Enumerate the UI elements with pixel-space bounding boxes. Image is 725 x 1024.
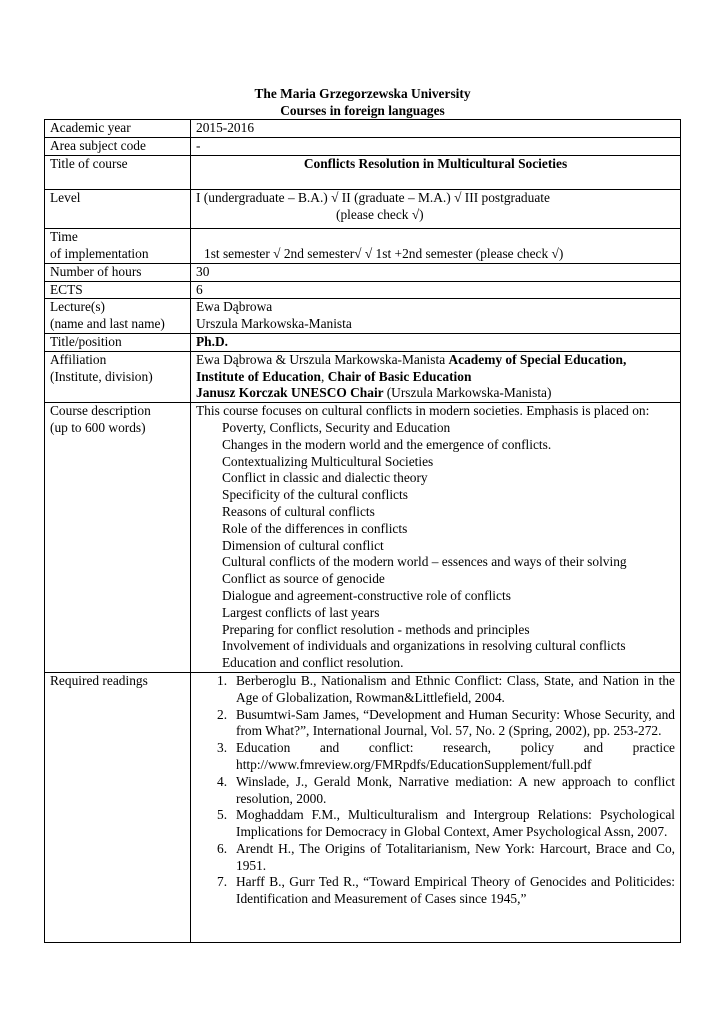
description-topic: Changes in the modern world and the emergence of conflicts. (222, 436, 552, 452)
description-topic: Involvement of individuals and organizations in resolving cultural conflicts (222, 638, 626, 654)
value-academic-year: 2015-2016 (191, 120, 681, 138)
reading-text: Berberoglu B., Nationalism and Ethnic Conflict: Class, State, and Nation in the Age of Globalization, Rowman&Littlefield, 2004. (236, 672, 675, 705)
label-time-line1: Time (50, 228, 78, 244)
label-title-position: Title/position (45, 333, 191, 351)
row-academic-year (45, 120, 681, 138)
reading-number: 4. (217, 773, 228, 789)
description-topic: Conflict as source of genocide (222, 571, 385, 587)
affiliation-chair: Chair of Basic Education (327, 368, 472, 384)
description-topic: Contextualizing Multicultural Societies (222, 453, 434, 469)
reading-item (217, 740, 675, 774)
value-affiliation (191, 351, 681, 402)
description-topic: Dialogue and agreement-constructive role of conflicts (222, 587, 511, 603)
reading-text: Winslade, J., Gerald Monk, Narrative mediation: A new approach to conflict resolution, 2000. (236, 773, 675, 806)
label-course-description-line2: (up to 600 words) (50, 419, 146, 435)
description-topic: Cultural conflicts of the modern world – essences and ways of their solving (222, 554, 627, 570)
reading-text: Busumtwi-Sam James, “Development and Human Security: Whose Security, and from What?”, International Journal, Vol. 57, No. 2 (Spring, 2002), pp. 253-272. (236, 706, 675, 739)
label-lecturers (45, 299, 191, 334)
reading-number: 3. (217, 740, 228, 756)
label-course-description-line1: Course description (50, 403, 151, 419)
university-title: The Maria Grzegorzewska University (254, 86, 471, 101)
reading-item (217, 672, 675, 707)
row-required-readings (45, 672, 681, 942)
row-time-of-implementation (45, 228, 681, 263)
description-topic: Role of the differences in conflicts (222, 520, 408, 536)
value-lecturers (191, 299, 681, 334)
label-level: Level (45, 189, 191, 228)
lecturer-name: Urszula Markowska-Manista (196, 316, 352, 332)
label-required-readings: Required readings (45, 672, 191, 942)
affiliation-separator: , (321, 368, 328, 384)
label-ects: ECTS (45, 281, 191, 299)
reading-number: 7. (217, 874, 228, 890)
row-course-description (45, 403, 681, 673)
description-intro: This course focuses on cultural conflicts in modern societies. Emphasis is placed on: (196, 403, 650, 419)
row-title-position (45, 333, 681, 351)
affiliation-line-1 (196, 352, 675, 369)
label-lecturers-line1: Lecture(s) (50, 299, 106, 315)
document-subtitle: Courses in foreign languages (280, 103, 445, 118)
description-topic: Education and conflict resolution. (222, 655, 404, 671)
label-course-description (45, 403, 191, 673)
label-affiliation-line1: Affiliation (50, 351, 107, 367)
lecturer-name: Ewa Dąbrowa (196, 299, 273, 315)
value-title-position: Ph.D. (191, 333, 681, 351)
reading-text: Arendt H., The Origins of Totalitarianism, New York: Harcourt, Brace and Co, 1951. (236, 840, 675, 873)
description-topic: Dimension of cultural conflict (222, 537, 384, 553)
affiliation-academy: Academy of Special Education, (448, 351, 627, 367)
value-title-of-course: Conflicts Resolution in Multicultural Societies (191, 155, 681, 189)
label-time-line2: of implementation (50, 245, 149, 261)
label-number-of-hours: Number of hours (45, 263, 191, 281)
row-lecturers (45, 299, 681, 334)
level-check-note: (please check √) (336, 206, 424, 222)
value-level (191, 189, 681, 228)
reading-item (217, 874, 675, 908)
course-info-table (44, 119, 681, 943)
value-area-subject-code: - (191, 138, 681, 156)
affiliation-unesco-chair: Janusz Korczak UNESCO Chair (196, 385, 387, 401)
description-topic: Specificity of the cultural conflicts (222, 487, 408, 503)
label-academic-year: Academic year (45, 120, 191, 138)
value-number-of-hours: 30 (191, 263, 681, 281)
reading-item (217, 706, 675, 741)
label-time (45, 228, 191, 263)
label-title-of-course: Title of course (45, 155, 191, 189)
affiliation-unesco-person: (Urszula Markowska-Manista) (386, 385, 552, 401)
reading-number: 6. (217, 840, 228, 856)
reading-item (217, 840, 675, 875)
row-title-of-course (45, 155, 681, 189)
row-affiliation (45, 351, 681, 402)
row-level (45, 189, 681, 228)
row-ects (45, 281, 681, 299)
description-topic: Conflict in classic and dialectic theory (222, 470, 428, 486)
value-required-readings (191, 672, 681, 942)
reading-item (217, 807, 675, 841)
affiliation-line-2 (196, 369, 675, 386)
affiliation-names: Ewa Dąbrowa & Urszula Markowska-Manista (196, 351, 449, 367)
level-options: I (undergraduate – B.A.) √ II (graduate – M.A.) √ III postgraduate (196, 189, 550, 205)
value-ects: 6 (191, 281, 681, 299)
row-number-of-hours (45, 263, 681, 281)
description-topic: Poverty, Conflicts, Security and Education (222, 419, 451, 435)
reading-number: 1. (217, 672, 228, 688)
value-course-description (191, 403, 681, 673)
reading-item (217, 773, 675, 808)
label-lecturers-line2: (name and last name) (50, 316, 165, 332)
affiliation-line-3 (196, 385, 675, 402)
description-topic: Preparing for conflict resolution - methods and principles (222, 621, 530, 637)
reading-number: 5. (217, 807, 228, 823)
row-area-subject-code (45, 138, 681, 156)
reading-text: Education and conflict: research, policy and practice http://www.fmreview.org/FMRpdfs/EducationSupplement/full.pdf (236, 740, 675, 772)
affiliation-institute: Institute of Education (196, 368, 321, 384)
description-topic: Largest conflicts of last years (222, 604, 380, 620)
reading-text: Moghaddam F.M., Multiculturalism and Intergroup Relations: Psychological Implications for Democracy in Global Context, Amer Psychological Assn, 2007. (236, 807, 675, 840)
label-area-subject-code: Area subject code (45, 138, 191, 156)
value-time (191, 228, 681, 263)
label-affiliation-line2: (Institute, division) (50, 368, 153, 384)
semester-options: 1st semester √ 2nd semester√ √ 1st +2nd semester (please check √) (204, 245, 564, 261)
readings-list (196, 673, 675, 908)
reading-text: Harff B., Gurr Ted R., “Toward Empirical Theory of Genocides and Politicides: Identification and Measurement of Cases since 1945,” (236, 874, 675, 907)
description-topic: Reasons of cultural conflicts (222, 503, 375, 519)
reading-number: 2. (217, 706, 228, 722)
label-affiliation (45, 351, 191, 402)
